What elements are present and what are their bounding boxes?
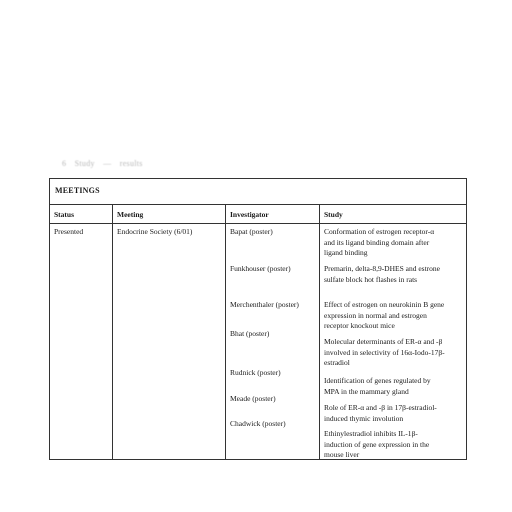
header-status: Status: [54, 210, 75, 219]
investigator-cell: Meade (poster): [230, 394, 276, 403]
column-divider: [112, 204, 113, 459]
study-cell: Molecular determinants of ER-α and -β involved in selectivity of 16α-Iodo-17β-estradiol: [324, 337, 445, 367]
header-meeting: Meeting: [117, 210, 144, 219]
ghost-word: results: [119, 159, 143, 168]
status-cell: Presented: [54, 227, 84, 236]
investigator-cell: Merchenthaler (poster): [230, 300, 299, 309]
column-divider: [225, 204, 226, 459]
meeting-cell: Endocrine Society (6/01): [117, 227, 193, 236]
investigator-cell: Bapat (poster): [230, 227, 273, 236]
header-study: Study: [324, 210, 343, 219]
column-divider: [319, 204, 320, 459]
study-cell: Role of ER-α and -β in 17β-estradiol-induced thymic involution: [324, 403, 437, 423]
header-investigator: Investigator: [230, 210, 269, 219]
investigator-cell: Funkhouser (poster): [230, 264, 291, 273]
study-cell: Premarin, delta-8,9-DHES and estrone sulfate block hot flashes in rats: [324, 264, 441, 284]
study-cell: Identification of genes regulated by MPA in the mammary gland: [324, 376, 431, 396]
table-title: MEETINGS: [55, 186, 100, 195]
investigator-cell: Chadwick (poster): [230, 419, 286, 428]
study-cell: Conformation of estrogen receptor-α and its ligand binding domain after ligand binding: [324, 227, 435, 257]
study-cell: Ethinylestradiol inhibits IL-1β-induction of gene expression in the mouse liver: [324, 429, 430, 459]
study-cell: Effect of estrogen on neurokinin B gene expression in normal and estrogen receptor knockout mice: [324, 300, 445, 330]
faded-header-text: [62, 159, 149, 168]
ghost-word: —: [103, 159, 112, 168]
ghost-word: Study: [74, 159, 95, 168]
meetings-table: [49, 178, 467, 460]
ghost-word: 6: [62, 159, 67, 168]
investigator-cell: Bhat (poster): [230, 329, 270, 338]
investigator-cell: Rudnick (poster): [230, 368, 281, 377]
